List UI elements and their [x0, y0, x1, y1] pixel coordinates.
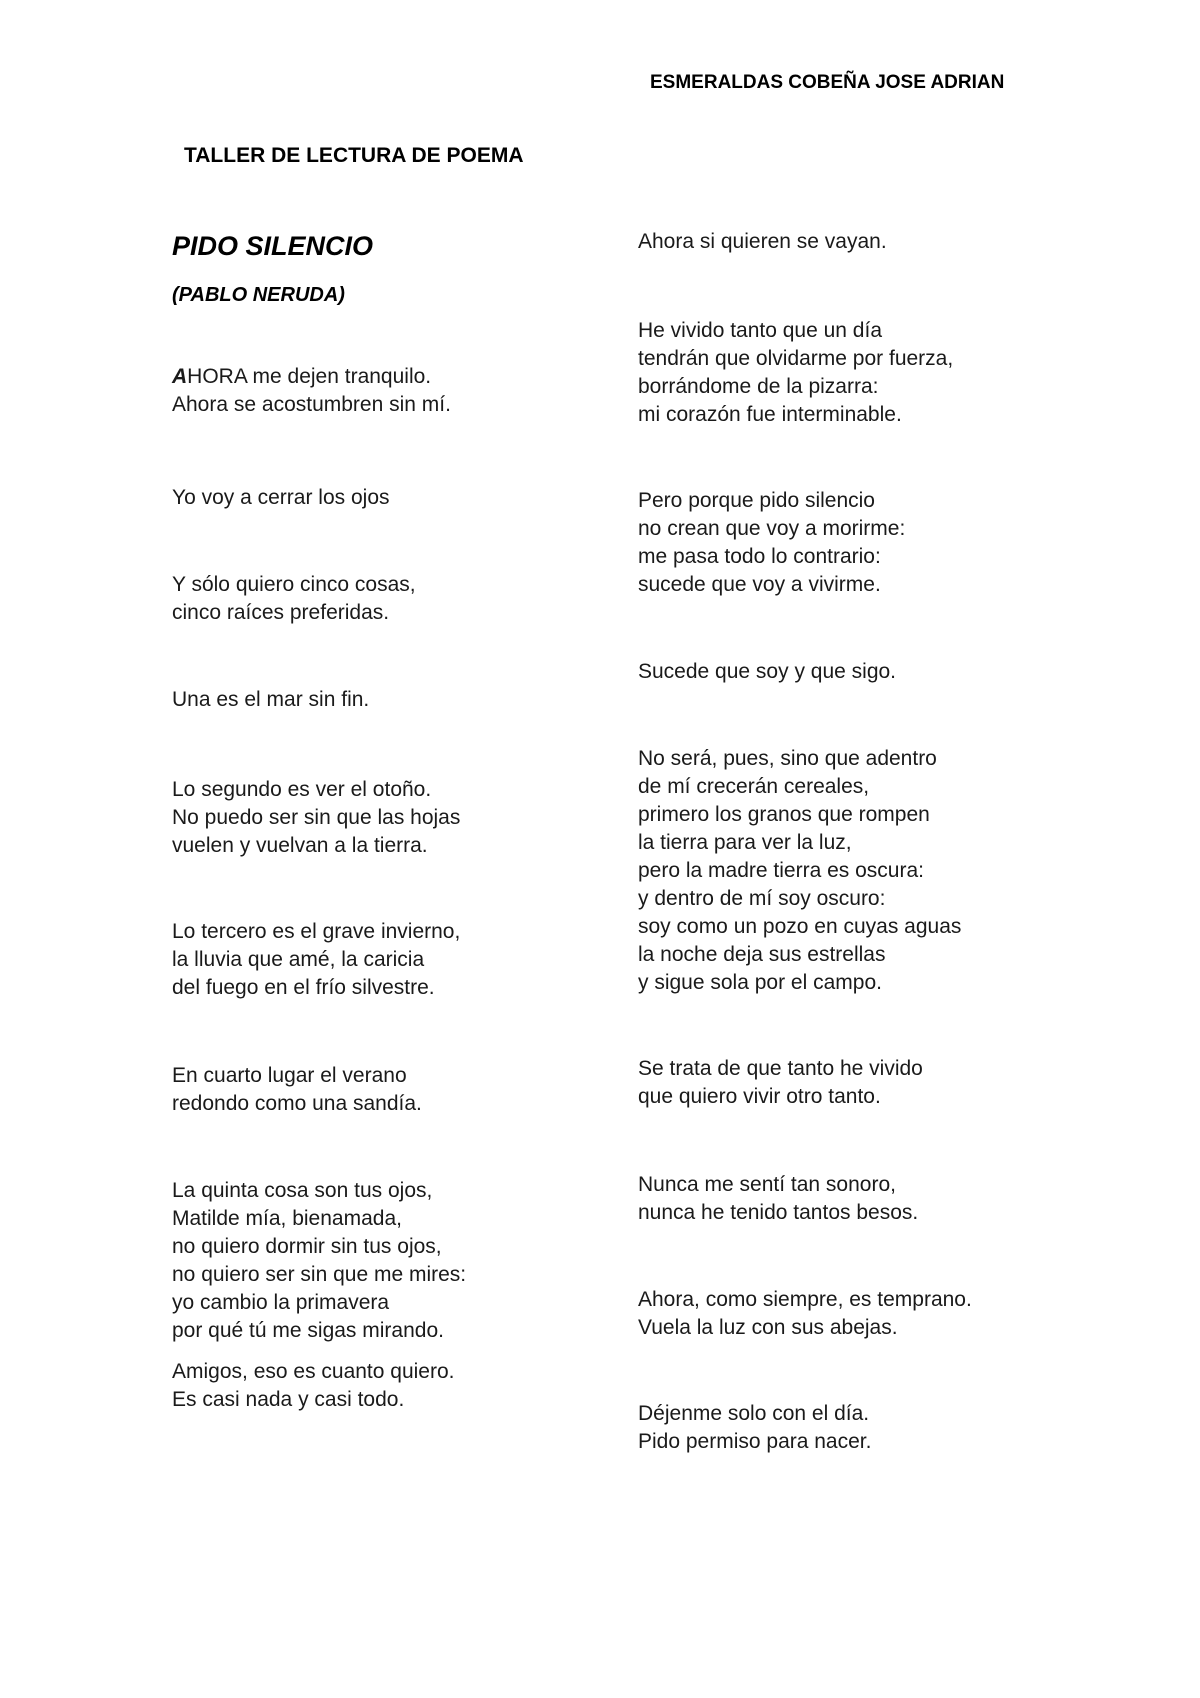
poem-line: Y sólo quiero cinco cosas,	[172, 573, 416, 596]
poem-line: borrándome de la pizarra:	[638, 375, 879, 398]
stanza-right-3	[638, 658, 896, 686]
poem-line: sucede que voy a vivirme.	[638, 573, 881, 596]
stanza-right-7	[638, 1286, 972, 1342]
poem-line: nunca he tenido tantos besos.	[638, 1201, 919, 1224]
poem-line: Nunca me sentí tan sonoro,	[638, 1173, 896, 1196]
poem-line: que quiero vivir otro tanto.	[638, 1085, 881, 1108]
poem-line: mi corazón fue interminable.	[638, 403, 902, 426]
poem-line: Pido permiso para nacer.	[638, 1430, 872, 1453]
stanza-left-0	[172, 363, 451, 419]
poem-line: Se trata de que tanto he vivido	[638, 1057, 923, 1080]
stanza-right-8	[638, 1400, 871, 1456]
stanza-left-3	[172, 686, 369, 714]
poem-line: Pero porque pido silencio	[638, 489, 875, 512]
poem-line	[172, 363, 451, 391]
poem-line: y dentro de mí soy oscuro:	[638, 887, 886, 910]
poem-line: por qué tú me sigas mirando.	[172, 1319, 444, 1342]
stanza-right-1	[638, 317, 953, 429]
poem-title: PIDO SILENCIO	[172, 231, 374, 261]
poem-author: (PABLO NERUDA)	[172, 284, 345, 306]
poem-line: Es casi nada y casi todo.	[172, 1388, 405, 1411]
poem-line: vuelen y vuelvan a la tierra.	[172, 834, 428, 857]
poem-line: la noche deja sus estrellas	[638, 943, 886, 966]
poem-line: Amigos, eso es cuanto quiero.	[172, 1360, 455, 1383]
author-name: ESMERALDAS COBEÑA JOSE ADRIAN	[650, 72, 1005, 93]
poem-line: Ahora si quieren se vayan.	[638, 230, 887, 253]
stanza-right-5	[638, 1055, 923, 1111]
poem-line: me pasa todo lo contrario:	[638, 545, 881, 568]
poem-line: Matilde mía, bienamada,	[172, 1207, 402, 1230]
poem-line: No puedo ser sin que las hojas	[172, 806, 461, 829]
stanza-left-4	[172, 776, 460, 860]
poem-line: soy como un pozo en cuyas aguas	[638, 915, 962, 938]
poem-line: de mí crecerán cereales,	[638, 775, 870, 798]
stanza-right-0	[638, 228, 887, 256]
workshop-title: TALLER DE LECTURA DE POEMA	[184, 144, 524, 167]
poem-line-text: HORA me dejen tranquilo.	[187, 365, 432, 388]
stanza-left-7	[172, 1177, 466, 1345]
poem-line: He vivido tanto que un día	[638, 319, 883, 342]
stanza-right-6	[638, 1171, 918, 1227]
poem-line: no crean que voy a morirme:	[638, 517, 906, 540]
stanza-left-8	[172, 1358, 455, 1414]
poem-line: Vuela la luz con sus abejas.	[638, 1316, 898, 1339]
poem-line: y sigue sola por el campo.	[638, 971, 882, 994]
poem-line: Lo tercero es el grave invierno,	[172, 920, 461, 943]
poem-line: cinco raíces preferidas.	[172, 601, 390, 624]
stanza-left-5	[172, 918, 460, 1002]
poem-line: la tierra para ver la luz,	[638, 831, 852, 854]
poem-line: yo cambio la primavera	[172, 1291, 390, 1314]
poem-line: No será, pues, sino que adentro	[638, 747, 937, 770]
poem-line: La quinta cosa son tus ojos,	[172, 1179, 433, 1202]
poem-line: Sucede que soy y que sigo.	[638, 660, 897, 683]
poem-line: no quiero ser sin que me mires:	[172, 1263, 467, 1286]
poem-line: la lluvia que amé, la caricia	[172, 948, 425, 971]
poem-line: En cuarto lugar el verano	[172, 1064, 407, 1087]
poem-line: pero la madre tierra es oscura:	[638, 859, 924, 882]
poem-line: primero los granos que rompen	[638, 803, 930, 826]
poem-line: Ahora, como siempre, es temprano.	[638, 1288, 972, 1311]
poem-line: Yo voy a cerrar los ojos	[172, 486, 390, 509]
poem-line: redondo como una sandía.	[172, 1092, 422, 1115]
stanza-left-2	[172, 571, 416, 627]
stanza-left-6	[172, 1062, 422, 1118]
stanza-left-1	[172, 484, 390, 512]
drop-cap: A	[172, 365, 188, 388]
poem-line: tendrán que olvidarme por fuerza,	[638, 347, 954, 370]
poem-line: Ahora se acostumbren sin mí.	[172, 393, 451, 416]
poem-line: Lo segundo es ver el otoño.	[172, 778, 432, 801]
stanza-right-2	[638, 487, 905, 599]
poem-line: Una es el mar sin fin.	[172, 688, 370, 711]
poem-line: del fuego en el frío silvestre.	[172, 976, 435, 999]
poem-line: Déjenme solo con el día.	[638, 1402, 870, 1425]
stanza-right-4	[638, 745, 961, 997]
poem-line: no quiero dormir sin tus ojos,	[172, 1235, 442, 1258]
